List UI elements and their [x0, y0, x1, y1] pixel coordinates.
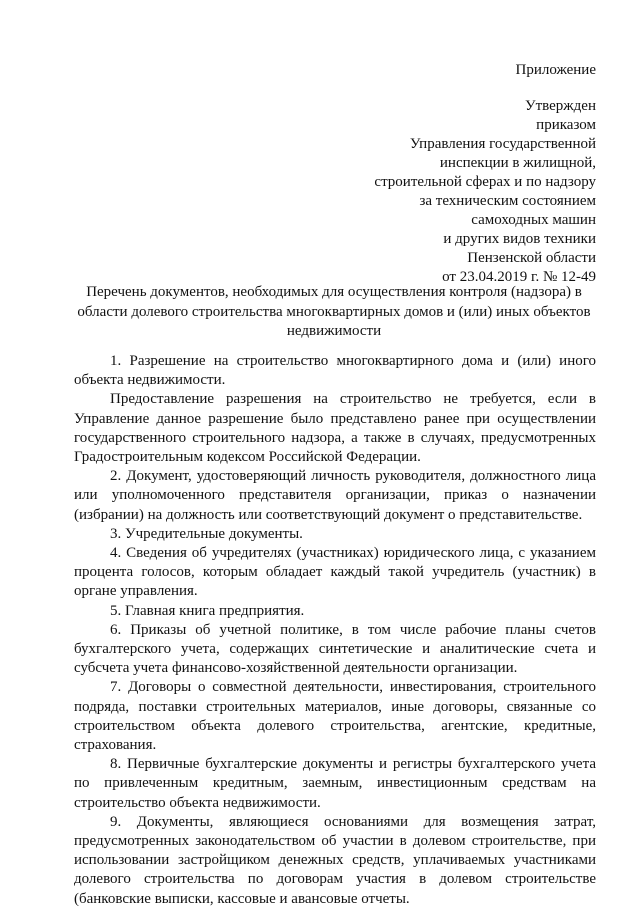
list-item-paragraph	[74, 467, 596, 525]
paragraph-line: предусмотренных законодательством об участии в долевом строительстве, при	[74, 833, 596, 850]
paragraph-line: государственного строительного надзора, а также в случаях, предусмотренных	[74, 429, 596, 446]
paragraph-line: 7. Договоры о совместной деятельности, инвестирования, строительного	[110, 679, 596, 696]
paragraph-line: подряда, поставки строительных материалов, иные договоры, связанные со	[74, 698, 596, 715]
paragraph-line: 4. Сведения об учредителях (участниках) юридического лица, с указанием	[110, 545, 596, 562]
list-item-paragraph	[74, 525, 596, 544]
paragraph-line: 8. Первичные бухгалтерские документы и регистры бухгалтерского учета	[110, 756, 596, 773]
paragraph-line: Градостроительным кодексом Российской Федерации.	[74, 449, 421, 466]
title-line: Перечень документов, необходимых для осуществления контроля (надзора) в	[86, 284, 582, 300]
paragraph-line: использовании застройщиком денежных средств, уплачиваемых участниками	[74, 852, 596, 869]
list-item-paragraph	[74, 621, 596, 679]
document-body	[74, 352, 596, 909]
paragraph-line: долевого строительства по договорам участия в долевом строительстве	[74, 871, 596, 888]
paragraph-line: (избрании) на должность или соответствующий документ о представительстве.	[74, 506, 583, 523]
approval-line: строительной сферах и по надзору	[374, 174, 596, 190]
list-item-paragraph	[74, 390, 596, 467]
paragraph-line: 1. Разрешение на строительство многоквартирного дома и (или) иного	[110, 353, 596, 369]
paragraph-line: по привлеченным кредитным, заемным, инвестиционным средствам на	[74, 775, 596, 792]
approval-line: самоходных машин	[471, 212, 596, 228]
approval-line: Управления государственной	[409, 136, 596, 152]
approval-line: приказом	[536, 117, 596, 133]
approval-line: Пензенской области	[467, 250, 596, 266]
approval-line: от 23.04.2019 г. № 12-49	[442, 269, 596, 285]
list-item-paragraph	[74, 544, 596, 602]
approval-line: и других видов техники	[443, 231, 596, 247]
paragraph-line: 6. Приказы об учетной политике, в том числе рабочие планы счетов	[110, 621, 596, 638]
paragraph-line: строительством объекта долевого строительства, агентские, кредитные,	[74, 717, 596, 734]
list-item-paragraph	[74, 602, 596, 621]
paragraph-line: органе управления.	[74, 583, 198, 600]
paragraph-line: 9. Документы, являющиеся основаниями для возмещения затрат,	[110, 813, 596, 830]
paragraph-line: или уполномоченного представителя организации, приказ о назначении	[74, 487, 596, 504]
paragraph-line: Предоставление разрешения на строительство не требуется, если в	[110, 391, 596, 408]
list-item-paragraph	[74, 678, 596, 755]
paragraph-line: объекта недвижимости.	[74, 372, 226, 389]
approval-line: за техническим состоянием	[419, 193, 596, 209]
paragraph-line: страхования.	[74, 737, 157, 754]
list-item-paragraph	[74, 755, 596, 813]
approval-block	[330, 97, 596, 287]
paragraph-line: процента голосов, которым обладает каждый такой учредитель (участник) в	[74, 564, 596, 581]
paragraph-line: бухгалтерского учета, содержащих синтетические и аналитические счета и	[74, 641, 596, 658]
paragraph-line: Управление данное разрешение было представлено ранее при осуществлении	[74, 410, 596, 427]
appendix-label: Приложение	[515, 62, 596, 78]
title-line: области долевого строительства многоквартирных домов и (или) иных объектов	[77, 303, 591, 320]
list-item-paragraph	[74, 352, 596, 390]
approval-line: инспекции в жилищной,	[439, 155, 596, 171]
document-title	[72, 283, 596, 342]
paragraph-line: (банковские выписки, кассовые и авансовые отчеты.	[74, 890, 410, 907]
paragraph-line: 2. Документ, удостоверяющий личность руководителя, должностного лица	[110, 468, 596, 485]
list-item-paragraph	[74, 813, 596, 909]
paragraph-line: 3. Учредительные документы.	[110, 525, 303, 542]
approval-line: Утвержден	[524, 98, 596, 114]
title-line: недвижимости	[286, 323, 382, 339]
paragraph-line: 5. Главная книга предприятия.	[110, 602, 305, 619]
paragraph-line: субсчета учета финансово-хозяйственной деятельности организации.	[74, 660, 518, 677]
paragraph-line: строительство объекта недвижимости.	[74, 794, 321, 811]
